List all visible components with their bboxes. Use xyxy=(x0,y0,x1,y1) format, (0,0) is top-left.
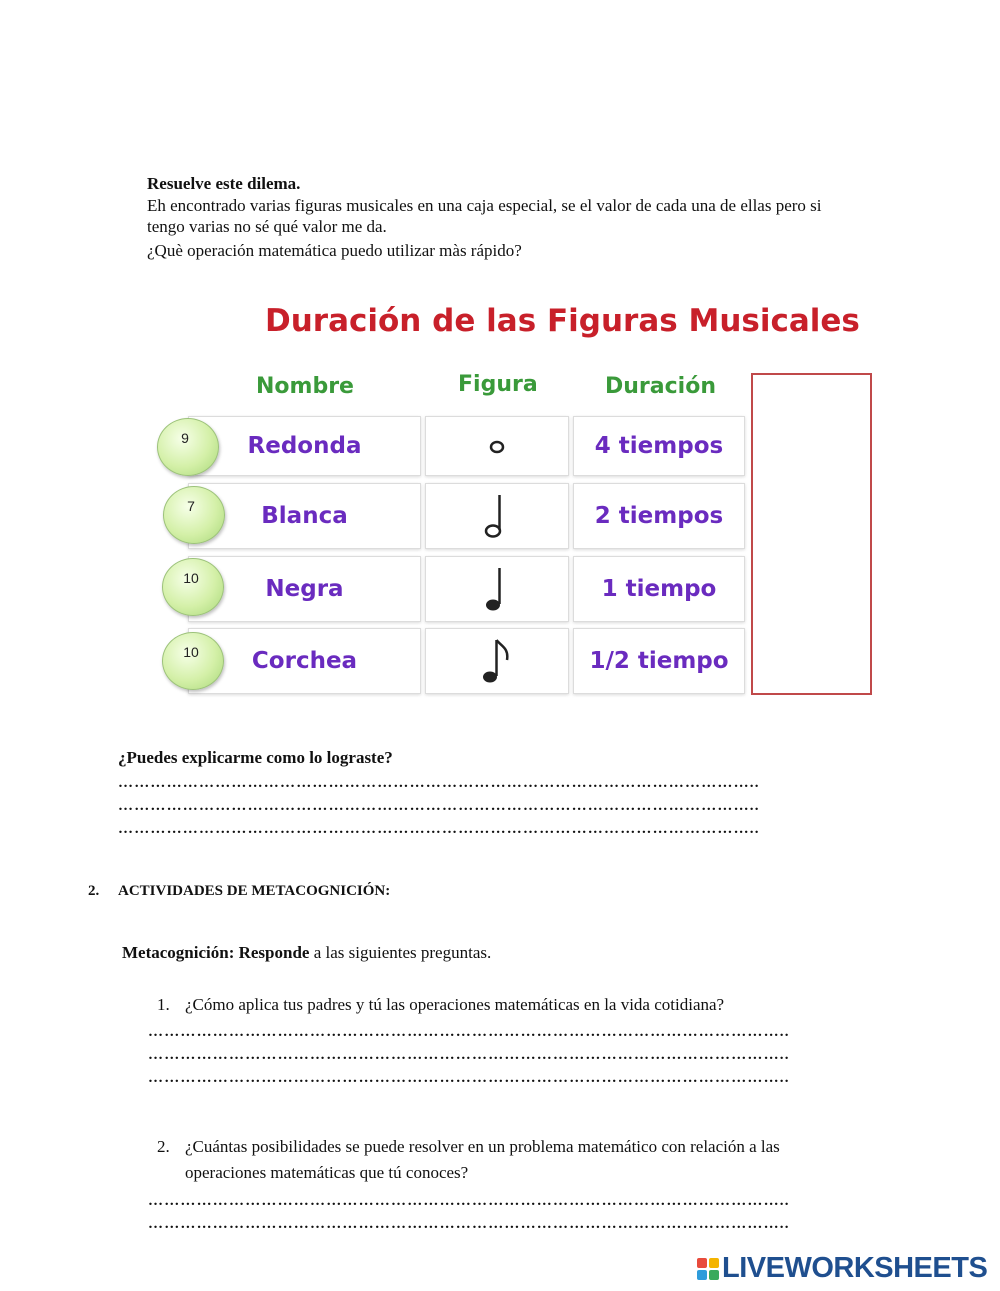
q2-answer-line-1[interactable]: ……………………………………………………………………………………………………….. xyxy=(148,1193,790,1209)
question-1-text: ¿Cómo aplica tus padres y tú las operaciones matemáticas en la vida cotidiana? xyxy=(185,995,725,1014)
section-number: 2. xyxy=(88,883,100,899)
intro-bold-2: Responde xyxy=(238,943,310,962)
figure-duration: 4 tiempos xyxy=(594,433,724,459)
duration-cell-corchea xyxy=(573,628,745,694)
name-cell-redonda xyxy=(188,416,421,476)
intro-rest: a las siguientes preguntas. xyxy=(309,943,492,962)
figure-name: Negra xyxy=(265,576,344,602)
count-bubble[interactable] xyxy=(157,418,219,476)
figure-duration: 1 tiempo xyxy=(601,576,717,602)
question-2-line-2: operaciones matemáticas que tú conoces? xyxy=(185,1163,469,1182)
header-duration: Duración xyxy=(605,374,716,399)
section-title: ACTIVIDADES DE METACOGNICIÓN: xyxy=(118,883,391,899)
answer-line-2[interactable]: ……………………………………………………………………………………………………….. xyxy=(118,798,760,814)
figures-title: Duración de las Figuras Musicales xyxy=(265,303,860,339)
figure-cell-corchea xyxy=(425,628,569,694)
quarter-note-icon xyxy=(482,564,512,614)
dilemma-line-2: tengo varias no sé qué valor me da. xyxy=(147,217,387,236)
figure-duration: 1/2 tiempo xyxy=(589,648,729,674)
question-2-line-1: ¿Cuántas posibilidades se puede resolver en un problema matemático con relación a las xyxy=(185,1137,780,1156)
figure-cell-redonda xyxy=(425,416,569,476)
duration-cell-blanca xyxy=(573,483,745,549)
half-note-icon xyxy=(482,491,512,541)
liveworksheets-logo xyxy=(697,1252,987,1285)
duration-cell-negra xyxy=(573,556,745,622)
header-name: Nombre xyxy=(256,374,354,399)
figure-name: Corchea xyxy=(251,648,358,674)
logo-text: LIVEWORKSHEETS xyxy=(722,1252,988,1284)
duration-cell-redonda xyxy=(573,416,745,476)
metacognition-intro xyxy=(122,942,491,964)
answer-box[interactable] xyxy=(751,373,872,695)
count-value: 10 xyxy=(183,570,199,586)
eighth-note-icon xyxy=(479,636,515,686)
dilemma-question: ¿Què operación matemática puedo utilizar màs rápido? xyxy=(147,241,522,260)
count-bubble[interactable] xyxy=(162,632,224,690)
q1-answer-line-1[interactable]: ……………………………………………………………………………………………………….. xyxy=(148,1024,790,1040)
count-value: 10 xyxy=(183,644,199,660)
explain-question: ¿Puedes explicarme como lo lograste? xyxy=(118,748,393,767)
intro-bold-1: Metacognición: xyxy=(122,943,235,962)
figure-cell-blanca xyxy=(425,483,569,549)
question-2-number: 2. xyxy=(157,1137,170,1156)
figure-duration: 2 tiempos xyxy=(594,503,724,529)
q1-answer-line-2[interactable]: ……………………………………………………………………………………………………….. xyxy=(148,1047,790,1063)
logo-mark-icon xyxy=(697,1258,719,1280)
count-value: 7 xyxy=(187,498,195,514)
answer-line-3[interactable]: ……………………………………………………………………………………………………….. xyxy=(118,821,760,837)
header-figure: Figura xyxy=(458,372,538,397)
figure-name: Blanca xyxy=(261,503,348,529)
figure-name: Redonda xyxy=(247,433,362,459)
dilemma-heading: Resuelve este dilema. xyxy=(147,174,301,193)
dilemma-line-1: Eh encontrado varias figuras musicales en una caja especial, se el valor de cada una de ellas pero si xyxy=(147,196,822,215)
whole-note-icon xyxy=(482,431,512,461)
question-1-number: 1. xyxy=(157,995,170,1014)
count-bubble[interactable] xyxy=(163,486,225,544)
count-bubble[interactable] xyxy=(162,558,224,616)
count-value: 9 xyxy=(181,430,189,446)
figure-cell-negra xyxy=(425,556,569,622)
answer-line-1[interactable]: ……………………………………………………………………………………………………….. xyxy=(118,775,760,791)
q1-answer-line-3[interactable]: ……………………………………………………………………………………………………….. xyxy=(148,1070,790,1086)
q2-answer-line-2[interactable]: ……………………………………………………………………………………………………….. xyxy=(148,1216,790,1232)
